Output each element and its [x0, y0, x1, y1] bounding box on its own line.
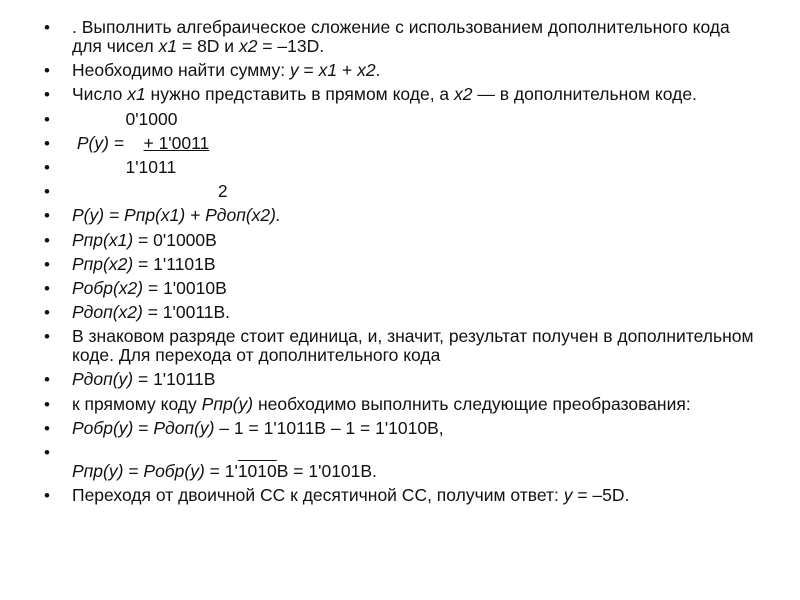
text-segment: = — [123, 461, 144, 481]
item-text — [72, 369, 215, 389]
text-segment: = 1'1101B — [133, 253, 216, 274]
list-item — [44, 395, 760, 414]
text-segment: Pдоп(x2) — [72, 302, 143, 323]
text-segment: необходимо выполнить следующие преобразования: — [253, 393, 691, 414]
bullet-marker: • — [44, 418, 50, 438]
list-item — [44, 206, 760, 225]
bullet-marker: • — [44, 206, 50, 226]
text-segment: В знаковом разряде стоит единица, и, значит, результат получен в дополнительном коде. Для перехода от дополнительного кода — [72, 326, 754, 366]
text-segment: = 1' — [204, 461, 238, 481]
bullet-marker: • — [44, 133, 50, 153]
item-text — [72, 461, 377, 481]
text-segment: . Выполнить алгебраическое сложение с использованием дополнительного кода для чисел — [72, 17, 730, 56]
item-text — [72, 205, 281, 225]
text-segment: 2 — [72, 181, 228, 202]
text-segment: нужно представить в прямом коде, а — [145, 84, 455, 105]
bullet-list — [44, 18, 760, 510]
text-segment: – 1 = 1'1011B – 1 = 1'1010B, — [214, 417, 444, 438]
text-segment: Необходимо найти сумму: — [72, 60, 290, 81]
text-segment: P(y) = — [72, 132, 144, 153]
bullet-marker: • — [44, 230, 50, 250]
bullet-marker: • — [44, 109, 50, 129]
text-segment: x1 — [158, 36, 178, 56]
text-segment: Pобр(x2) — [72, 277, 144, 298]
text-segment: = –5D. — [572, 485, 630, 506]
bullet-marker: • — [44, 254, 50, 274]
list-item — [44, 419, 760, 438]
text-segment: = 0'1000B — [133, 229, 217, 250]
text-segment: Pпр(y) — [201, 393, 254, 414]
text-segment: = — [298, 60, 319, 81]
text-segment: Pобр(y) — [143, 461, 205, 481]
list-item — [44, 255, 760, 274]
text-segment: Число — [72, 84, 128, 105]
text-segment: Pпр(x1) — [72, 229, 134, 250]
list-item — [44, 486, 760, 505]
text-segment: = — [133, 417, 154, 438]
list-item — [44, 370, 760, 389]
text-segment: 0'1000 — [72, 108, 178, 129]
item-text — [72, 84, 697, 104]
text-segment: y — [289, 60, 299, 81]
text-segment: = –13D. — [257, 36, 325, 56]
item-text — [72, 17, 730, 56]
text-segment: Pдоп(y) — [72, 369, 134, 390]
item-text — [72, 326, 754, 365]
list-item — [44, 18, 760, 56]
text-segment: y — [563, 485, 573, 506]
item-text — [72, 230, 217, 250]
list-item — [44, 134, 760, 153]
item-text — [72, 181, 228, 201]
bullet-marker: • — [44, 443, 50, 462]
item-text — [72, 394, 691, 414]
bullet-marker: • — [44, 303, 50, 323]
text-segment: = 8D и — [177, 36, 239, 56]
list-item — [44, 443, 760, 481]
bullet-marker: • — [44, 486, 50, 506]
text-segment: = 1'0010B — [143, 277, 227, 298]
item-text — [72, 60, 380, 80]
list-item — [44, 231, 760, 250]
text-segment: x2 — [238, 36, 258, 56]
bullet-marker: • — [44, 278, 50, 298]
item-text — [72, 485, 629, 505]
list-item — [44, 110, 760, 129]
item-text — [72, 254, 216, 274]
bullet-marker: • — [44, 327, 50, 347]
text-segment: x2 — [357, 60, 376, 81]
list-item — [44, 85, 760, 104]
text-segment: Pобр(y) — [72, 417, 134, 438]
item-text — [72, 133, 209, 153]
bullet-marker: • — [44, 182, 50, 202]
text-segment: P(y) = Pпр(x1) + Pдоп(x2). — [72, 205, 281, 226]
text-segment: x1 — [127, 84, 146, 105]
text-segment: . — [375, 60, 381, 81]
list-item — [44, 61, 760, 80]
list-item — [44, 303, 760, 322]
text-segment: B = 1'0101B. — [276, 461, 377, 481]
text-segment: + 1'0011 — [143, 132, 210, 153]
text-segment: = 1'0011B. — [142, 302, 231, 323]
text-segment: = 1'1011B — [133, 369, 216, 390]
text-segment: x2 — [454, 84, 473, 105]
item-text — [72, 302, 230, 322]
text-segment: Pпр(y) — [72, 461, 124, 481]
bullet-marker: • — [44, 394, 50, 414]
item-text — [72, 418, 444, 438]
list-item — [44, 279, 760, 298]
list-item — [44, 158, 760, 177]
text-segment: — в дополнительном коде. — [472, 84, 697, 105]
text-segment: Pдоп(y) — [153, 417, 215, 438]
text-segment: 1'1011 — [72, 156, 177, 177]
item-text — [72, 109, 178, 129]
item-text — [72, 157, 176, 177]
bullet-marker: • — [44, 85, 50, 105]
list-item — [44, 182, 760, 201]
bullet-marker: • — [44, 370, 50, 390]
text-segment: 1010 — [237, 461, 277, 481]
text-segment: x1 — [318, 60, 338, 81]
text-segment: к прямому коду — [72, 393, 202, 414]
text-segment: Pпр(x2) — [72, 253, 134, 274]
text-segment: Переходя от двоичной СС к десятичной СС, получим ответ: — [72, 485, 564, 506]
list-item — [44, 327, 760, 365]
bullet-marker: • — [44, 61, 50, 81]
item-text — [72, 278, 227, 298]
text-segment: + — [337, 60, 358, 81]
bullet-marker: • — [44, 18, 50, 37]
bullet-marker: • — [44, 157, 50, 177]
